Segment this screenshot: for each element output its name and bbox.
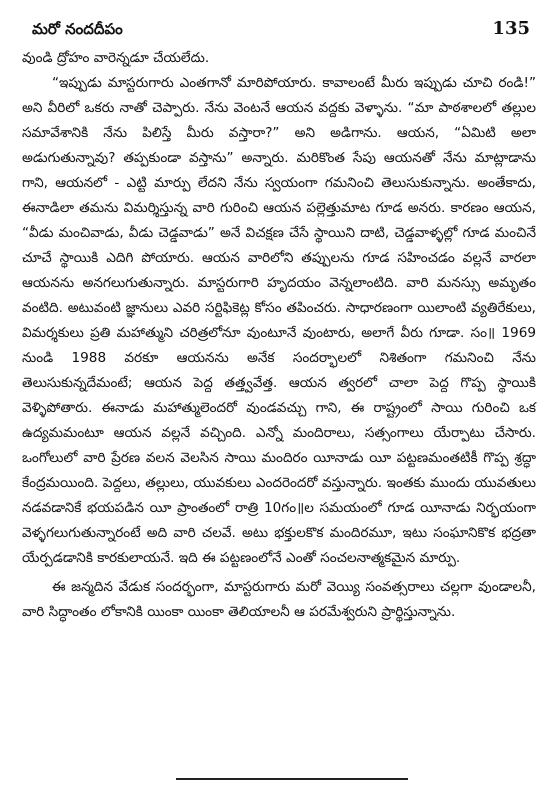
page-number: 135	[492, 18, 530, 39]
paragraph-main: “ఇప్పుడు మాస్టరుగారు ఎంతగానో మారిపోయారు. కావాలంటే మీరు ఇప్పుడు చూచి రండి!” అని వీరిలో ఒకరు నాతో చెప్పారు. నేను వెంటనే ఆయన వద్దకు వెళ్ళాను. “మా పాఠశాలలో తల్లుల సమావేశానికి నేను పిలిస్తే మీరు వస్తారా?” అని అడిగాను. ఆయన, “ఏమిటి అలా అడుగుతున్నావు? తప్పకుండా వస్తాను” అన్నారు. మరికొంత సేపు ఆయనతో నేను మాట్లాడాను గాని, ఆయనలో - ఎట్టి మార్పు లేదని నేను స్వయంగా గమనించి తెలుసుకున్నాను. అంతేకాదు, ఈనాడిలా తమను విమర్శిస్తున్న వారి గురించి ఆయన పల్లెత్తుమాట గూడ అనరు. కారణం ఆయన, “వీడు మంచివాడు, వీడు చెడ్డవాడు” అనే విచక్షణ చేసే స్థాయిని దాటి, చెడ్డవాళ్ళల్లో గూడ మంచినే చూచే స్థాయికి ఎదిగి పోయారు. ఆయన వారిలోని తప్పులను గూడ సహించడం వల్లనే వారలా ఆయనను అనగలుగుతున్నారు. మాస్టరుగారి హృదయం వెన్నలాంటిది. వారి మనస్సు అమృతం వంటిది. అటువంటి జ్ఞానులు ఎవరి సర్టిఫికెట్ల కోసం తపించరు. సాధారణంగా యిలాంటి వ్యతిరేకులు, విమర్శకులు ప్రతి మహాత్ముని చరిత్రలోనూ వుంటూనే వుంటారు, అలాగే వీరు గూడా. సం॥ 1969 నుండి 1988 వరకూ ఆయనను అనేక సందర్భాలలో నిశితంగా గమనించి నేను తెలుసుకున్నదేమంటే; ఆయన పెద్ద తత్త్వవేత్త. ఆయన త్వరలో చాలా పెద్ద గొప్ప స్థాయికి వెళ్ళిపోతారు. ఈనాడు మహాత్ములెందరో వుండవచ్చు గాని, ఈ రాష్ట్రంలో సాయి గురించి ఒక ఉద్యమమంటూ ఆయన వల్లనే వచ్చింది. ఎన్నో మందిరాలు, సత్సంగాలు యేర్పాటు చేసారు. ఒంగోలులో వారి ప్రేరణ వలన వెలసిన సాయి మందిరం యీనాడు యీ పట్టణమంతటికీ గొప్ప శ్రద్ధా కేంద్రమయింది. పెద్దలు, తల్లులు, యువకులు ఎందరెందరో వస్తున్నారు. ఇంతకు ముందు యువతులు నడవడానికే భయపడిన యీ ప్రాంతంలో రాత్రి 10గం॥ల సమయంలో గూడ యీనాడు నిర్భయంగా వెళ్ళగలుగుతున్నారంటే అది వారి చలవే. అటు భక్తులకొక మందిరమూ, ఇటు సంఘానికొక భద్రతా యేర్పడడానికి కారకులాయనే. ఇది ఈ పట్టణంలోనే ఎంతో సంచలనాత్మకమైన మార్పు.	[22, 75, 536, 566]
book-title: మరో నందదీపం	[32, 20, 123, 38]
body-text	[22, 46, 536, 625]
paragraph-closing: ఈ జన్మదిన వేడుక సందర్భంగా, మాస్టరుగారు మరో వెయ్యి సంవత్సరాలు చల్లగా వుండాలనీ, వారి సిద్ధాంతం లోకానికి యింకా యింకా తెలియాలనీ ఆ పరమేశ్వరుని ప్రార్థిస్తున్నాను.	[22, 579, 536, 620]
running-head	[22, 18, 536, 46]
paragraph-continuation: వుండి ద్రోహం వారెన్నడూ చేయలేదు.	[22, 50, 210, 66]
end-rule	[176, 778, 408, 780]
